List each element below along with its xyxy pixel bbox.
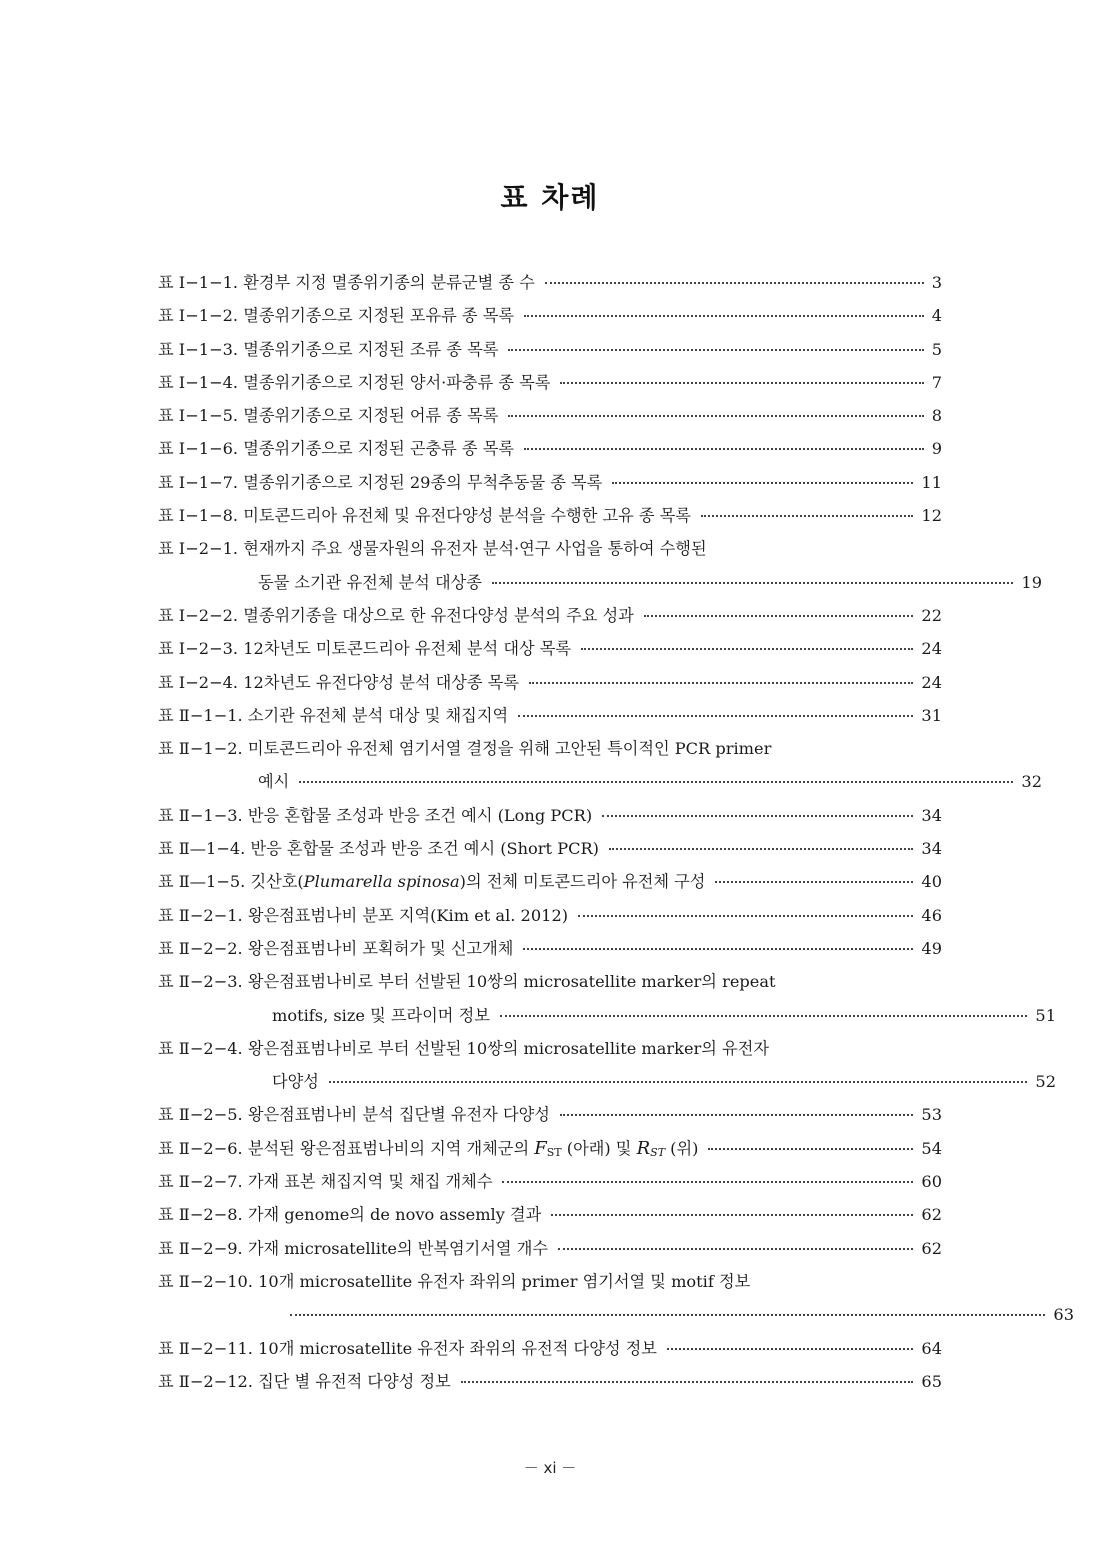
entry-title: 가재 microsatellite의 반복염기서열 개수 [247, 1238, 548, 1258]
entry-title: 왕은점표범나비 분포 지역(Kim et al. 2012) [247, 905, 569, 925]
page-number: 4 [931, 306, 942, 326]
leader-dots [502, 1180, 913, 1183]
page-number: 7 [931, 372, 942, 392]
page-number: 34 [921, 805, 942, 825]
entry-title: 반응 혼합물 조성과 반응 조건 예시 (Short PCR) [250, 839, 599, 859]
leader-dots [602, 814, 913, 817]
entry-label: 표 Ⅰ−2−4. [158, 672, 239, 692]
entry-title-continuation: 다양성 [272, 1072, 319, 1092]
entry-label: 표 Ⅰ−1−4. [158, 372, 239, 392]
table-of-contents [158, 268, 1074, 1400]
page-number: 60 [921, 1172, 942, 1192]
leader-dots [523, 947, 913, 950]
entry-title: 멸종위기종으로 지정된 곤충류 종 목록 [243, 439, 514, 459]
entry-label: 표 Ⅱ−2−6. [158, 1138, 243, 1158]
entry-title-continuation: motifs, size 및 프라이머 정보 [272, 1005, 490, 1025]
leader-dots [299, 780, 1013, 783]
leader-dots [609, 847, 913, 850]
entry-title: 집단 별 유전적 다양성 정보 [258, 1371, 451, 1391]
entry-label: 표 Ⅰ−1−5. [158, 406, 239, 426]
leader-dots [578, 914, 913, 917]
page-number-footer: － xi － [523, 1459, 577, 1477]
page-number: 5 [931, 339, 942, 359]
entry-title [250, 867, 705, 897]
entry-title: 멸종위기종으로 지정된 포유류 종 목록 [243, 306, 514, 326]
entry-title: 12차년도 미토콘드리아 유전체 분석 대상 목록 [243, 639, 572, 659]
leader-dots [581, 647, 913, 650]
entry-label: 표 Ⅱ−2−1. [158, 905, 243, 925]
page-number: 63 [1053, 1305, 1074, 1325]
entry-label: 표 Ⅱ—1−5. [158, 872, 246, 892]
leader-dots [551, 1213, 913, 1216]
page-number: 46 [921, 905, 942, 925]
page-title: 표 차례 [500, 181, 600, 214]
leader-dots [560, 1113, 914, 1116]
toc-entry[interactable] [158, 834, 942, 867]
entry-label: 표 Ⅰ−2−3. [158, 639, 239, 659]
leader-dots [558, 1247, 913, 1250]
entry-title: 가재 genome의 de novo assemly 결과 [247, 1205, 542, 1225]
leader-dots [508, 348, 923, 351]
leader-dots [529, 681, 913, 684]
toc-entry[interactable] [158, 1134, 942, 1167]
toc-entry[interactable] [158, 1167, 942, 1200]
entry-label: 표 Ⅱ−2−3. [158, 972, 243, 992]
leader-dots [329, 1080, 1027, 1083]
leader-dots [545, 281, 924, 284]
entry-label: 표 Ⅰ−1−6. [158, 439, 239, 459]
page-number: 34 [921, 839, 942, 859]
entry-title: 환경부 지정 멸종위기종의 분류군별 종 수 [243, 273, 535, 292]
toc-entry[interactable] [158, 1234, 942, 1267]
entry-label: 표 Ⅱ−2−8. [158, 1205, 243, 1225]
toc-entry[interactable] [158, 801, 942, 834]
entry-title: 반응 혼합물 조성과 반응 조건 예시 (Long PCR) [247, 805, 593, 825]
toc-entry[interactable] [158, 934, 942, 967]
page-number: 31 [921, 705, 942, 725]
entry-label: 표 Ⅱ−1−3. [158, 805, 243, 825]
entry-title: 10개 microsatellite 유전자 좌위의 유전적 다양성 정보 [258, 1338, 657, 1358]
entry-title: 멸종위기종으로 지정된 조류 종 목록 [243, 339, 499, 359]
toc-entry-continuation[interactable] [158, 767, 1042, 800]
rst-main: R [636, 1137, 651, 1159]
page-number: 19 [1021, 572, 1042, 592]
leader-dots [667, 1347, 914, 1350]
toc-entry[interactable] [158, 468, 942, 501]
toc-entry[interactable] [158, 701, 942, 734]
entry-label: 표 Ⅱ−2−10. [158, 1271, 253, 1291]
leader-dots [701, 514, 913, 517]
page-number: 12 [921, 506, 942, 526]
entry-title [248, 1134, 699, 1168]
entry-title-continuation: 예시 [258, 772, 290, 792]
toc-entry[interactable] [158, 335, 942, 368]
fst-main: F [534, 1137, 547, 1159]
toc-entry[interactable] [158, 268, 942, 301]
entry-title: 미토콘드리아 유전체 염기서열 결정을 위해 고안된 특이적인 PCR primer [247, 739, 772, 759]
entry-title: 왕은점표범나비로 부터 선발된 10쌍의 microsatellite marker의 repeat [247, 972, 776, 992]
entry-label: 표 Ⅱ−2−9. [158, 1238, 243, 1258]
toc-entry[interactable] [158, 1334, 942, 1367]
entry-title: 12차년도 유전다양성 분석 대상종 목록 [243, 672, 519, 692]
page-number: 65 [921, 1371, 942, 1391]
rst-subscript: ST [650, 1145, 666, 1159]
fst-symbol [534, 1138, 561, 1159]
leader-dots [524, 447, 924, 450]
page-number: 8 [931, 406, 942, 426]
leader-dots [612, 481, 913, 484]
entry-label: 표 Ⅱ−2−4. [158, 1038, 243, 1058]
page-number: 54 [921, 1138, 942, 1158]
entry-label: 표 Ⅱ−2−5. [158, 1105, 243, 1125]
entry-label: 표 Ⅰ−2−2. [158, 605, 239, 625]
entry-label: 표 Ⅱ−2−12. [158, 1371, 253, 1391]
toc-entry[interactable] [158, 534, 942, 567]
leader-dots [708, 1147, 913, 1150]
page-number: 11 [921, 472, 942, 492]
toc-entry[interactable] [158, 634, 942, 667]
entry-title: 가재 표본 채집지역 및 채집 개체수 [247, 1172, 493, 1192]
toc-entry[interactable] [158, 501, 942, 534]
page-number: 24 [921, 672, 942, 692]
toc-entry[interactable] [158, 601, 942, 634]
entry-title-part: (아래) 및 [561, 1138, 637, 1158]
page-number: 51 [1035, 1005, 1056, 1025]
entry-title-part: 분석된 왕은점표범나비의 지역 개체군의 [247, 1138, 535, 1158]
leader-dots [518, 714, 913, 717]
page-number: 40 [921, 872, 942, 892]
toc-entry[interactable] [158, 967, 942, 1000]
entry-title: 멸종위기종으로 지정된 29종의 무척추동물 종 목록 [243, 472, 603, 492]
toc-entry[interactable] [158, 734, 942, 767]
entry-title: 왕은점표범나비로 부터 선발된 10쌍의 microsatellite marker의 유전자 [247, 1038, 769, 1058]
entry-title: 10개 microsatellite 유전자 좌위의 primer 염기서열 및 motif 정보 [258, 1271, 751, 1291]
toc-entry-continuation[interactable] [158, 1067, 1056, 1100]
page-number: 9 [931, 439, 942, 459]
toc-entry-continuation[interactable] [158, 1300, 1074, 1333]
toc-entry[interactable] [158, 668, 942, 701]
entry-title-part: 깃산호( [250, 872, 304, 892]
entry-title: 멸종위기종으로 지정된 어류 종 목록 [243, 406, 499, 426]
toc-entry[interactable] [158, 1100, 942, 1133]
entry-label: 표 Ⅰ−1−2. [158, 306, 239, 326]
entry-title-part: )의 전체 미토콘드리아 유전체 구성 [459, 872, 706, 892]
entry-label: 표 Ⅰ−1−3. [158, 339, 239, 359]
leader-dots [524, 314, 924, 317]
entry-label: 표 Ⅰ−2−1. [158, 539, 239, 559]
page-number: 22 [921, 605, 942, 625]
page-number: 3 [931, 273, 942, 292]
page-number: 53 [921, 1105, 942, 1125]
toc-entry-continuation[interactable] [158, 1001, 1056, 1034]
toc-entry[interactable] [158, 401, 942, 434]
page-number: 24 [921, 639, 942, 659]
toc-entry[interactable] [158, 1200, 942, 1233]
entry-title: 왕은점표범나비 포획허가 및 신고개체 [247, 938, 514, 958]
species-name: Plumarella spinosa [303, 872, 460, 892]
entry-label: 표 Ⅱ—1−4. [158, 839, 246, 859]
toc-entry[interactable] [158, 368, 942, 401]
entry-title: 왕은점표범나비 분석 집단별 유전자 다양성 [247, 1105, 550, 1125]
toc-entry[interactable] [158, 867, 942, 900]
leader-dots [500, 1014, 1028, 1017]
page-number: 62 [921, 1205, 942, 1225]
entry-label: 표 Ⅰ−1−7. [158, 472, 239, 492]
leader-dots [715, 880, 913, 883]
entry-label: 표 Ⅱ−2−2. [158, 938, 243, 958]
entry-label: 표 Ⅱ−1−2. [158, 739, 243, 759]
toc-entry[interactable] [158, 1034, 942, 1067]
entry-label: 표 Ⅱ−2−7. [158, 1172, 243, 1192]
entry-label: 표 Ⅰ−1−1. [158, 273, 239, 292]
leader-dots [461, 1380, 914, 1383]
leader-dots [508, 414, 923, 417]
entry-title-part: (위) [665, 1138, 699, 1158]
entry-title: 멸종위기종으로 지정된 양서·파충류 종 목록 [243, 372, 551, 392]
entry-label: 표 Ⅱ−2−11. [158, 1338, 253, 1358]
page-number: 52 [1035, 1072, 1056, 1092]
leader-dots [492, 581, 1014, 584]
toc-entry[interactable] [158, 1267, 942, 1300]
rst-symbol [637, 1138, 665, 1159]
entry-label: 표 Ⅰ−1−8. [158, 506, 239, 526]
entry-title: 현재까지 주요 생물자원의 유전자 분석·연구 사업을 통하여 수행된 [243, 539, 707, 559]
page-number: 32 [1021, 772, 1042, 792]
entry-label: 표 Ⅱ−1−1. [158, 705, 243, 725]
fst-subscript: ST [546, 1145, 562, 1159]
page-number: 64 [921, 1338, 942, 1358]
page-number: 49 [921, 938, 942, 958]
entry-title-continuation: 동물 소기관 유전체 분석 대상종 [258, 572, 482, 592]
toc-entry[interactable] [158, 1367, 942, 1400]
entry-title: 소기관 유전체 분석 대상 및 채집지역 [247, 705, 509, 725]
toc-entry[interactable] [158, 301, 942, 334]
toc-entry[interactable] [158, 434, 942, 467]
toc-entry-continuation[interactable] [158, 568, 1042, 601]
leader-dots [644, 614, 914, 617]
entry-title: 멸종위기종을 대상으로 한 유전다양성 분석의 주요 성과 [243, 605, 634, 625]
leader-dots [560, 381, 923, 384]
leader-dots [290, 1313, 1045, 1316]
page-number: 62 [921, 1238, 942, 1258]
toc-entry[interactable] [158, 901, 942, 934]
entry-title: 미토콘드리아 유전체 및 유전다양성 분석을 수행한 고유 종 목록 [243, 506, 691, 526]
